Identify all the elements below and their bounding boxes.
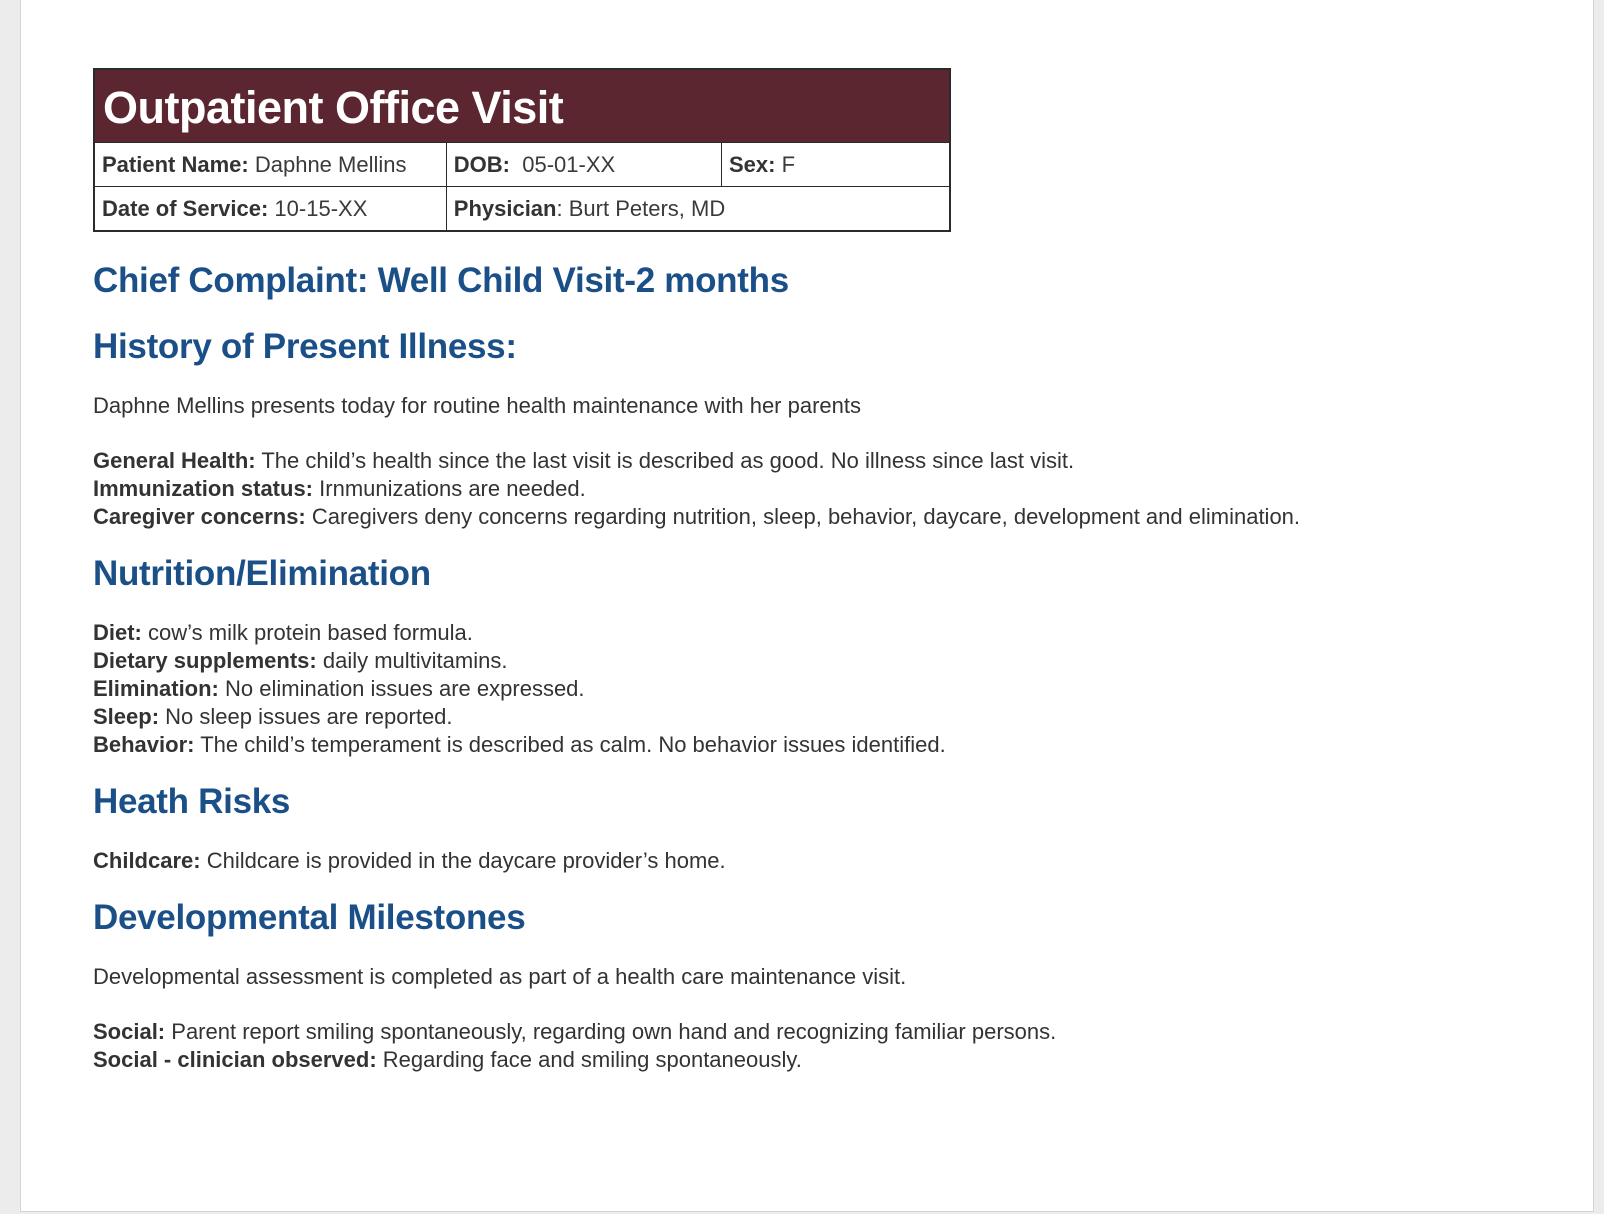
milestones-heading: Developmental Milestones [93, 898, 526, 937]
sleep-text: No sleep issues are reported. [165, 704, 453, 729]
hpi-details [93, 447, 1513, 531]
diet-text: cow’s milk protein based formula. [148, 620, 473, 645]
social-text: Parent report smiling spontaneously, regarding own hand and recognizing familiar persons. [171, 1019, 1057, 1044]
social-clinician-text: Regarding face and smiling spontaneously. [382, 1047, 802, 1072]
physician-label: Physician [453, 195, 557, 221]
social-clinician-line [93, 1046, 1513, 1074]
caregiver-concerns-line [93, 503, 1513, 531]
behavior-text: The child’s temperament is described as calm. No behavior issues identified. [200, 732, 946, 757]
physician-cell: Physician: Burt Peters, MD [446, 187, 950, 232]
date-of-service-cell [94, 187, 446, 232]
immunization-status-line [93, 475, 1513, 503]
hpi-heading: History of Present Illness: [93, 327, 517, 366]
sex-cell [721, 143, 950, 187]
immunization-status-text: Irnmunizations are needed. [319, 476, 586, 501]
diet-label: Diet: [93, 620, 142, 645]
document-page [20, 0, 1594, 1212]
date-of-service-value: 10-15-XX [274, 195, 368, 221]
sex-value: F [781, 151, 796, 177]
behavior-line [93, 731, 1513, 759]
immunization-status-label: Immunization status: [93, 476, 314, 501]
hpi-intro: Daphne Mellins presents today for routine health maintenance with her parents [93, 393, 862, 418]
general-health-line [93, 447, 1513, 475]
patient-name-label: Patient Name: [102, 151, 249, 177]
milestones-intro: Developmental assessment is completed as part of a health care maintenance visit. [93, 964, 907, 989]
dietary-supplements-line [93, 647, 1513, 675]
elimination-line [93, 675, 1513, 703]
elimination-label: Elimination: [93, 676, 219, 701]
dietary-supplements-label: Dietary supplements: [93, 648, 317, 673]
nutrition-details [93, 619, 1513, 759]
date-of-service-label: Date of Service: [102, 195, 269, 221]
childcare-text: Childcare is provided in the daycare provider’s home. [206, 848, 726, 873]
sleep-line [93, 703, 1513, 731]
general-health-text: The child’s health since the last visit is described as good. No illness since last visit. [261, 448, 1075, 473]
document-content [93, 68, 1513, 1074]
nutrition-heading: Nutrition/Elimination [93, 554, 431, 593]
dob-value: 05-01-XX [522, 151, 616, 177]
physician-value: Burt Peters, MD [568, 195, 726, 221]
dob-cell [446, 143, 721, 187]
milestones-details [93, 1018, 1513, 1074]
social-line [93, 1018, 1513, 1046]
diet-line [93, 619, 1513, 647]
childcare-label: Childcare: [93, 848, 201, 873]
sex-label: Sex: [728, 151, 776, 177]
dietary-supplements-text: daily multivitamins. [322, 648, 508, 673]
social-label: Social: [93, 1019, 166, 1044]
sleep-label: Sleep: [93, 704, 160, 729]
document-title: Outpatient Office Visit [94, 69, 950, 143]
visit-header-table [93, 68, 951, 232]
social-clinician-label: Social - clinician observed: [93, 1047, 377, 1072]
health-risks-heading: Heath Risks [93, 782, 291, 821]
caregiver-concerns-text: Caregivers deny concerns regarding nutrition, sleep, behavior, daycare, development and elimination. [311, 504, 1301, 529]
childcare-line [93, 847, 1513, 875]
patient-name-cell [94, 143, 446, 187]
patient-name-value: Daphne Mellins [254, 151, 407, 177]
caregiver-concerns-label: Caregiver concerns: [93, 504, 306, 529]
elimination-text: No elimination issues are expressed. [225, 676, 585, 701]
health-risks-details [93, 847, 1513, 875]
behavior-label: Behavior: [93, 732, 195, 757]
dob-label: DOB: [453, 151, 510, 177]
general-health-label: General Health: [93, 448, 256, 473]
chief-complaint-heading: Chief Complaint: Well Child Visit-2 months [93, 261, 789, 300]
